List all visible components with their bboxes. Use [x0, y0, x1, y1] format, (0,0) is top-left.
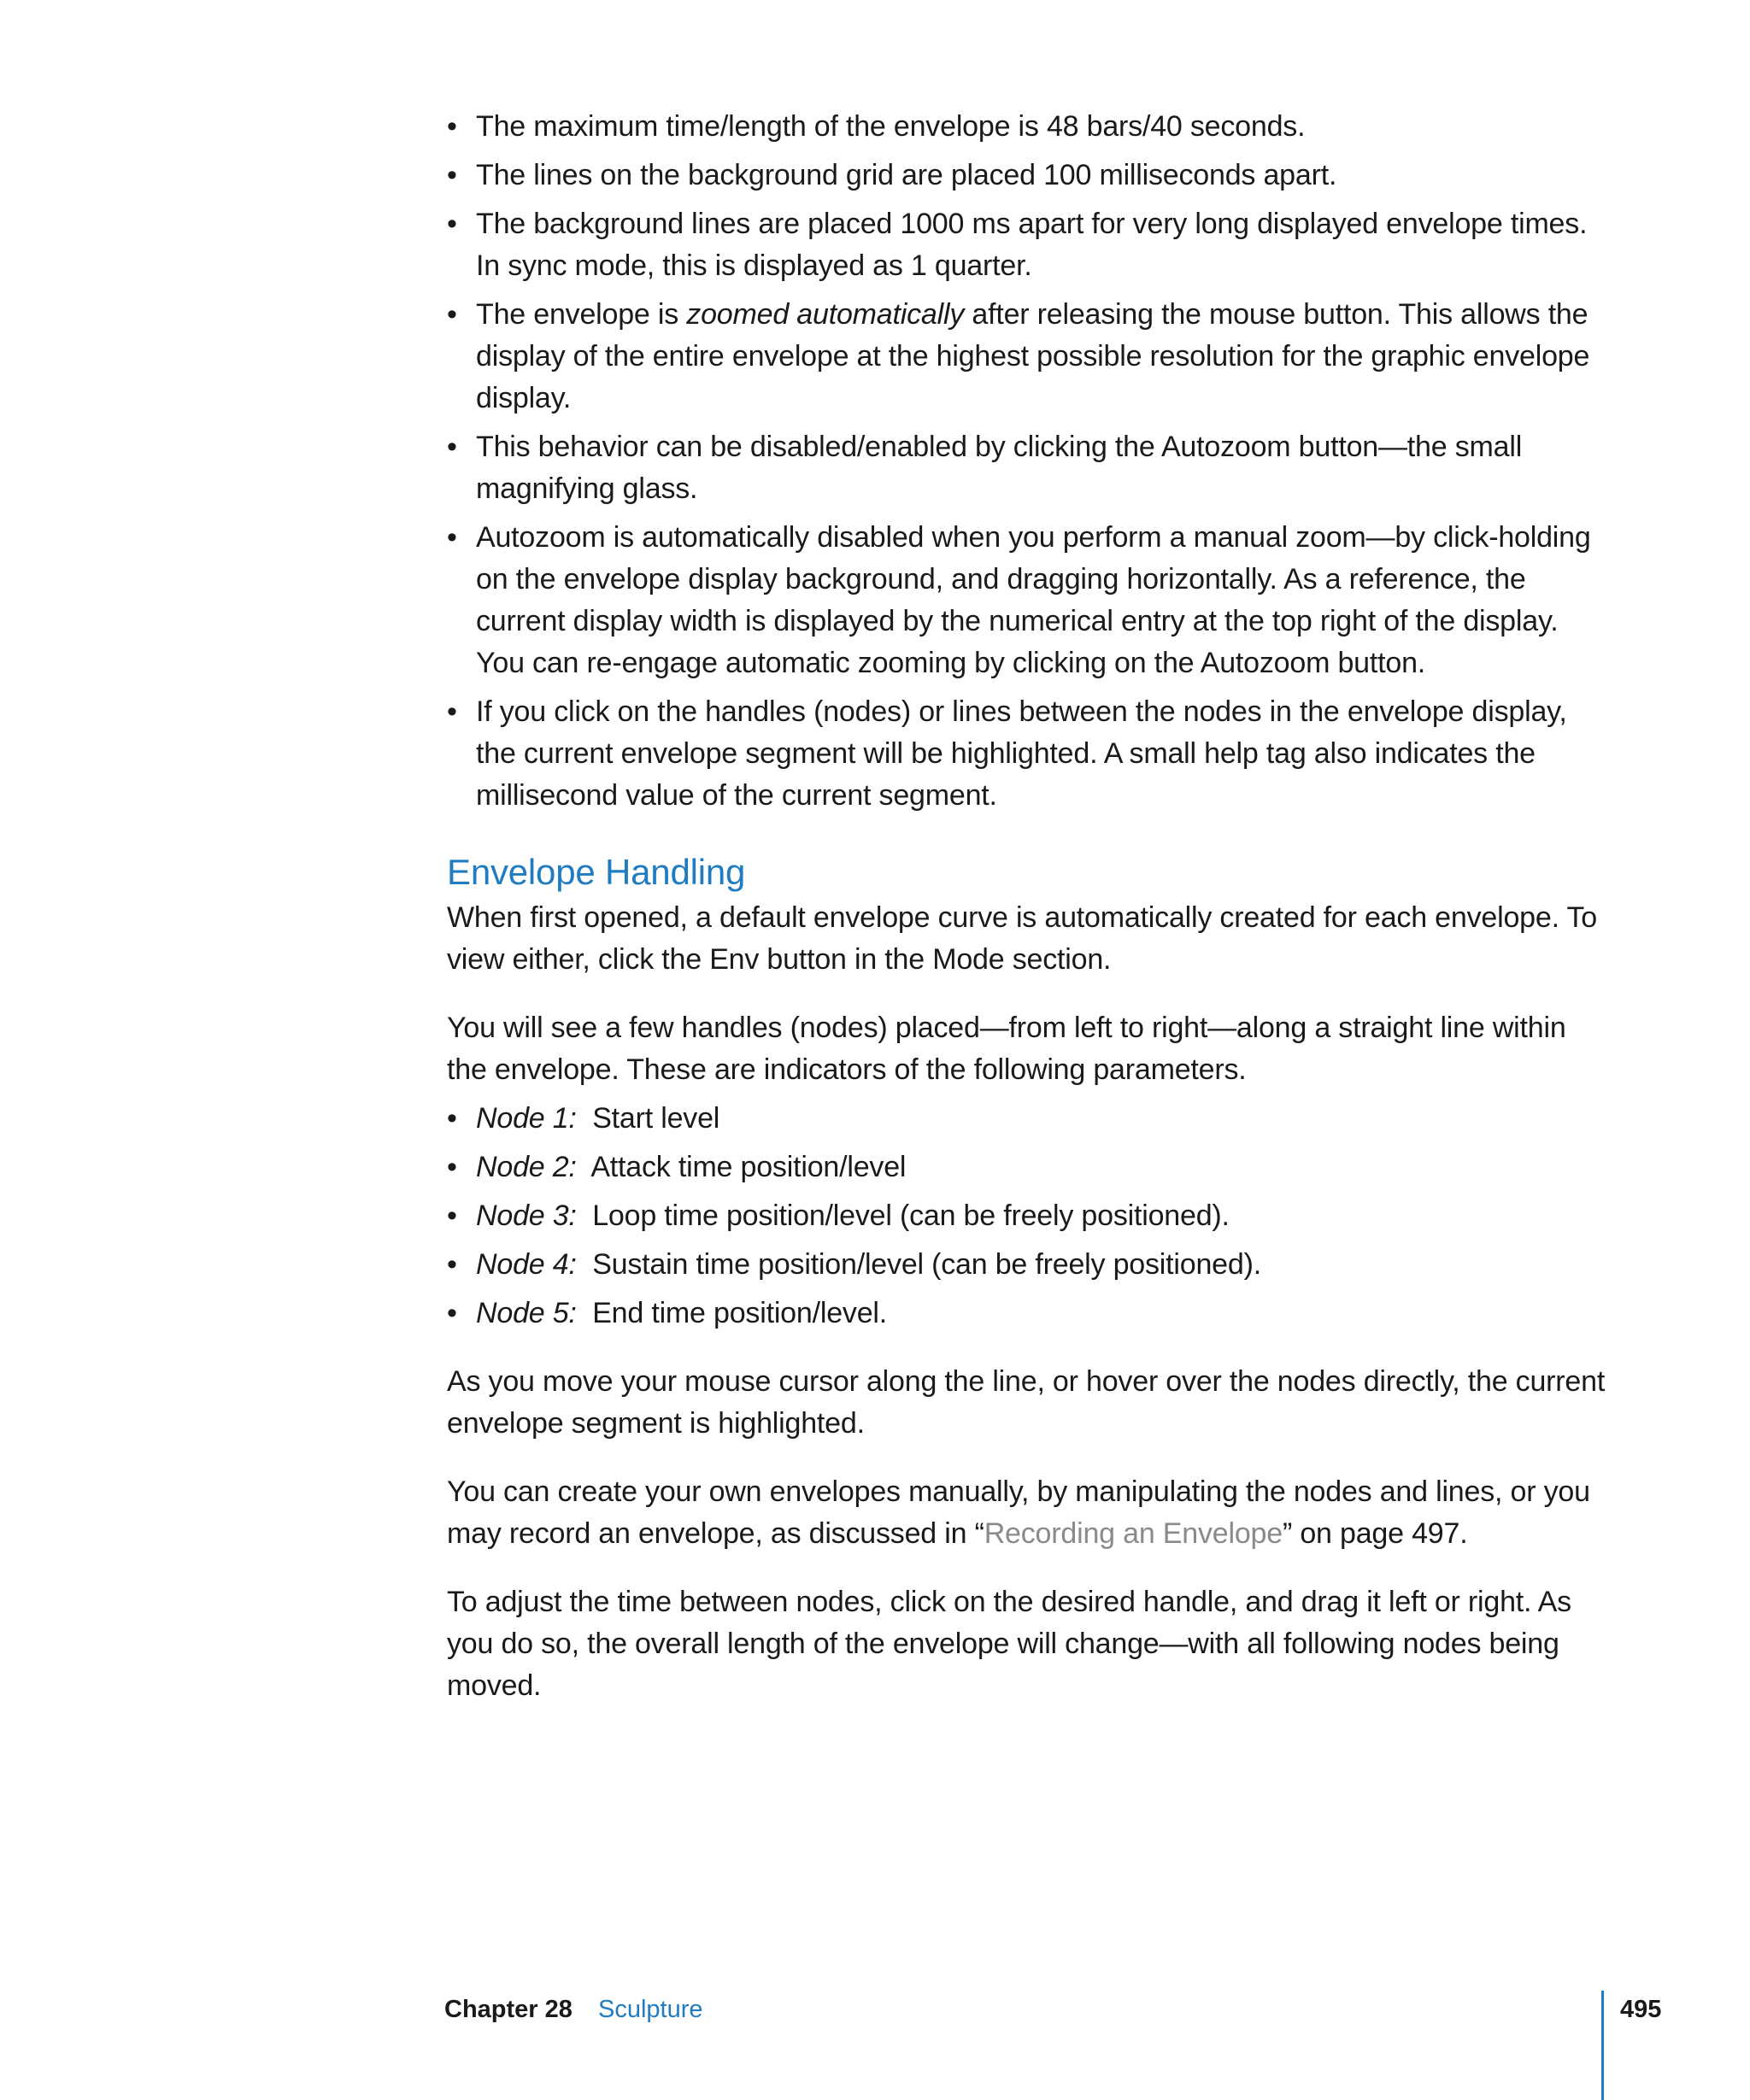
bullet-text: The envelope is — [476, 298, 687, 331]
adjust-paragraph: To adjust the time between nodes, click on the desired handle, and drag it left or right. As you do so, the overall length of the envelope will change—with all following nodes being moved. — [447, 1586, 1571, 1702]
bullet-text: If you click on the handles (nodes) or lines between the nodes in the envelope display, the current envelope segment will be highlighted. A small help tag also indicates the millisecond value of the current segment. — [476, 695, 1567, 812]
intro-paragraph: When first opened, a default envelope curve is automatically created for each envelope. To view either, click the Env button in the Mode section. — [447, 901, 1597, 976]
record-text-after: ” on page 497. — [1282, 1517, 1468, 1550]
bullet-dot: • — [447, 1297, 457, 1329]
bullet-text: The lines on the background grid are placed 100 milliseconds apart. — [476, 159, 1337, 191]
bullet-item — [447, 691, 1609, 817]
node-label: Node 2: — [476, 1151, 577, 1183]
recording-envelope-link[interactable]: Recording an Envelope — [984, 1517, 1283, 1550]
bullet-dot: • — [447, 521, 457, 554]
node-label: Node 4: — [476, 1248, 577, 1281]
bullet-dot: • — [447, 1248, 457, 1281]
bullet-item — [447, 294, 1609, 419]
bullet-text: after releasing the mouse button. This allows the display of the entire envelope at the highest possible resolution for the graphic envelope display. — [476, 298, 1590, 414]
node-description: Sustain time position/level (can be freely positioned). — [592, 1248, 1261, 1281]
section-heading: Envelope Handling — [447, 852, 746, 892]
node-description: Loop time position/level (can be freely positioned). — [592, 1200, 1230, 1232]
node-label: Node 5: — [476, 1297, 577, 1329]
emphasis-text: zoomed automatically — [686, 298, 965, 331]
record-paragraph — [447, 1471, 1609, 1555]
node-item — [447, 1244, 1609, 1286]
node-item — [447, 1293, 1609, 1334]
bullet-text: This behavior can be disabled/enabled by clicking the Autozoom button—the small magnifying glass. — [476, 431, 1523, 505]
feature-bullet-list — [447, 106, 1609, 817]
bullet-item — [447, 426, 1609, 510]
bullet-text: The maximum time/length of the envelope is 48 bars/40 seconds. — [476, 110, 1306, 143]
node-description: Attack time position/level — [590, 1151, 907, 1183]
node-item — [447, 1098, 1609, 1140]
bullet-dot: • — [447, 110, 457, 143]
bullet-item — [447, 106, 1609, 148]
footer-section-link[interactable]: Sculpture — [598, 1996, 703, 2023]
page-content — [447, 106, 1609, 1733]
hover-paragraph: As you move your mouse cursor along the line, or hover over the nodes directly, the current envelope segment is highlighted. — [447, 1365, 1606, 1440]
bullet-text: The background lines are placed 1000 ms apart for very long displayed envelope times. In sync mode, this is displayed as 1 quarter. — [476, 208, 1588, 282]
bullet-text: Autozoom is automatically disabled when you perform a manual zoom—by click-holding on the envelope display background, and dragging horizontally. As a reference, the current display width is displayed by the numerical entry at the top right of the display. You can re-engage automatic zooming by clicking on the Autozoom button. — [476, 521, 1591, 679]
footer-divider — [1601, 1991, 1604, 2100]
footer-chapter-label: Chapter 28 — [444, 1996, 573, 2023]
bullet-item — [447, 517, 1609, 684]
bullet-dot: • — [447, 208, 457, 240]
bullet-item — [447, 155, 1609, 197]
record-text-before: You can create your own envelopes manually, by manipulating the nodes and lines, or you may record an envelope, as discussed in “ — [447, 1475, 1590, 1550]
node-label: Node 3: — [476, 1200, 577, 1232]
bullet-dot: • — [447, 298, 457, 331]
node-label: Node 1: — [476, 1102, 577, 1135]
node-item — [447, 1147, 1609, 1188]
nodes-intro-paragraph: You will see a few handles (nodes) placed—from left to right—along a straight line within the envelope. These are indicators of the following parameters. — [447, 1012, 1566, 1086]
page-number: 495 — [1620, 1996, 1662, 2023]
node-bullet-list — [447, 1098, 1609, 1334]
bullet-dot: • — [447, 1102, 457, 1135]
bullet-dot: • — [447, 431, 457, 463]
bullet-dot: • — [447, 1200, 457, 1232]
node-item — [447, 1195, 1609, 1237]
node-description: End time position/level. — [592, 1297, 888, 1329]
bullet-dot: • — [447, 159, 457, 191]
bullet-item — [447, 203, 1609, 287]
bullet-dot: • — [447, 695, 457, 728]
bullet-dot: • — [447, 1151, 457, 1183]
node-description: Start level — [592, 1102, 720, 1135]
